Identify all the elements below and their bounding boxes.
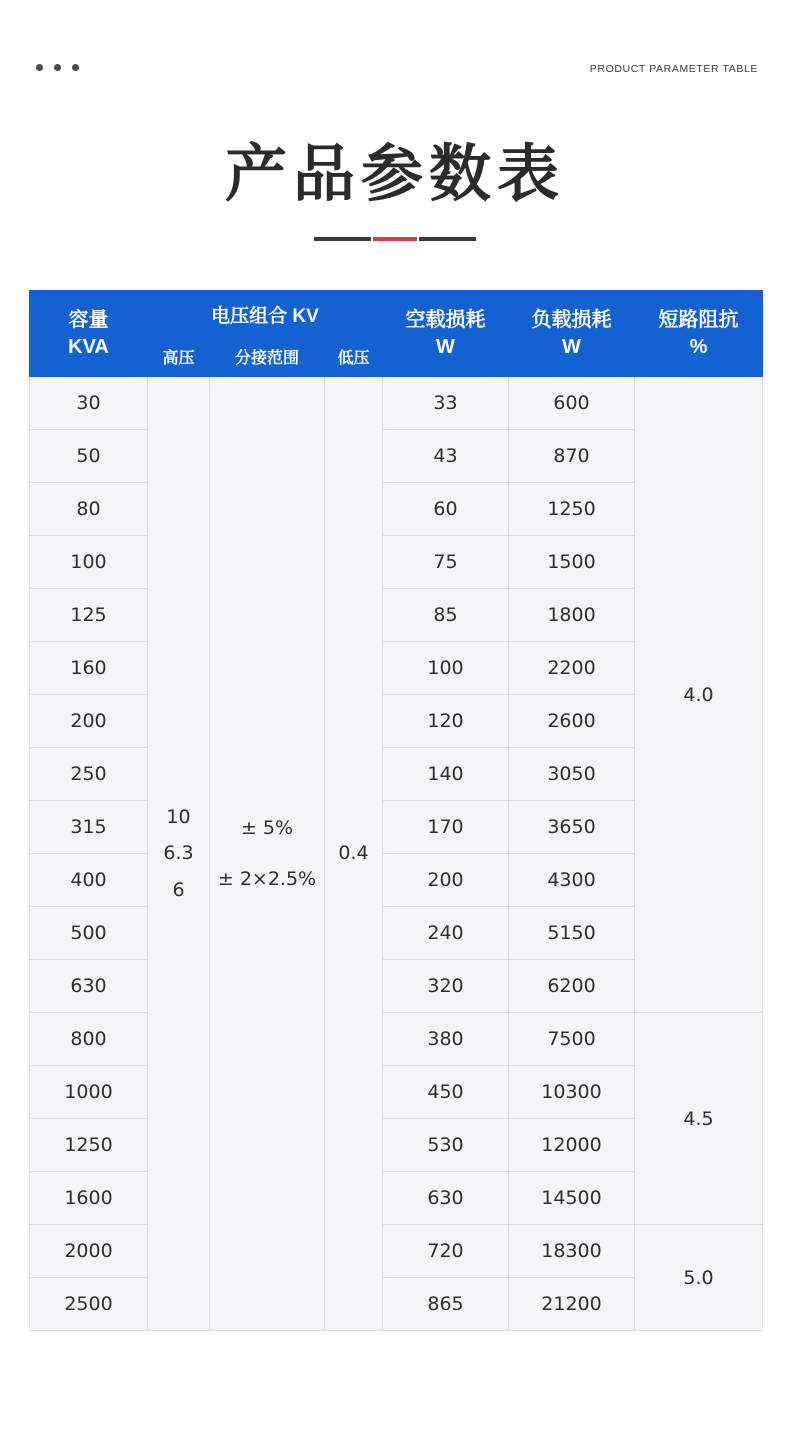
table-body	[30, 377, 763, 1331]
divider-left	[314, 237, 371, 241]
cell-load-loss: 5150	[509, 907, 635, 960]
cell-no-load-loss: 200	[383, 854, 509, 907]
cell-capacity: 400	[30, 854, 148, 907]
header-impedance-line2: %	[689, 335, 708, 358]
cell-capacity: 250	[30, 748, 148, 801]
header-capacity-line1: 容量	[68, 308, 109, 331]
cell-no-load-loss: 380	[383, 1013, 509, 1066]
cell-no-load-loss: 240	[383, 907, 509, 960]
cell-tap-range	[210, 377, 325, 1331]
header-tap-range: 分接范围	[210, 337, 325, 377]
hv-value: 6	[172, 878, 185, 901]
hv-value: 10	[166, 806, 191, 829]
table-row	[30, 1225, 763, 1278]
cell-load-loss: 600	[509, 377, 635, 430]
header-voltage-group: 电压组合 KV	[148, 291, 383, 337]
cell-capacity: 2000	[30, 1225, 148, 1278]
cell-load-loss: 18300	[509, 1225, 635, 1278]
cell-load-loss: 10300	[509, 1066, 635, 1119]
page-title: 产品参数表	[224, 137, 565, 210]
header-load-loss	[509, 291, 635, 377]
cell-capacity: 2500	[30, 1278, 148, 1331]
tap-value: ± 2×2.5%	[217, 867, 317, 890]
cell-capacity: 315	[30, 801, 148, 854]
cell-capacity: 1000	[30, 1066, 148, 1119]
cell-capacity: 100	[30, 536, 148, 589]
cell-load-loss: 12000	[509, 1119, 635, 1172]
dot-2	[54, 64, 61, 71]
cell-no-load-loss: 320	[383, 960, 509, 1013]
cell-capacity: 1600	[30, 1172, 148, 1225]
cell-hv-voltages	[148, 377, 210, 1331]
cell-load-loss: 2200	[509, 642, 635, 695]
title-divider	[0, 236, 790, 242]
cell-no-load-loss: 100	[383, 642, 509, 695]
cell-impedance: 5.0	[635, 1225, 763, 1331]
header-no-load-line1: 空载损耗	[405, 308, 486, 331]
decorative-dots	[36, 64, 79, 71]
cell-no-load-loss: 33	[383, 377, 509, 430]
header-load-line2: W	[562, 335, 581, 358]
parameter-table	[29, 290, 763, 1331]
cell-no-load-loss: 60	[383, 483, 509, 536]
cell-load-loss: 6200	[509, 960, 635, 1013]
cell-load-loss: 1500	[509, 536, 635, 589]
cell-load-loss: 1800	[509, 589, 635, 642]
cell-capacity: 160	[30, 642, 148, 695]
divider-right	[419, 237, 476, 241]
cell-capacity: 200	[30, 695, 148, 748]
cell-no-load-loss: 630	[383, 1172, 509, 1225]
cell-no-load-loss: 43	[383, 430, 509, 483]
hv-value: 6.3	[163, 842, 194, 865]
cell-no-load-loss: 865	[383, 1278, 509, 1331]
cell-impedance: 4.5	[635, 1013, 763, 1225]
header-hv: 高压	[148, 337, 210, 377]
parameter-table-wrapper	[29, 290, 762, 1331]
cell-no-load-loss: 75	[383, 536, 509, 589]
cell-no-load-loss: 530	[383, 1119, 509, 1172]
cell-no-load-loss: 120	[383, 695, 509, 748]
cell-no-load-loss: 720	[383, 1225, 509, 1278]
header-capacity	[30, 291, 148, 377]
header-no-load-line2: W	[436, 335, 455, 358]
eyebrow-label: PRODUCT PARAMETER TABLE	[589, 63, 758, 75]
tap-value: ± 5%	[240, 817, 294, 840]
header-no-load-loss	[383, 291, 509, 377]
cell-load-loss: 14500	[509, 1172, 635, 1225]
cell-load-loss: 3650	[509, 801, 635, 854]
cell-capacity: 630	[30, 960, 148, 1013]
cell-capacity: 1250	[30, 1119, 148, 1172]
cell-load-loss: 21200	[509, 1278, 635, 1331]
cell-no-load-loss: 85	[383, 589, 509, 642]
cell-capacity: 500	[30, 907, 148, 960]
cell-no-load-loss: 140	[383, 748, 509, 801]
table-header-row-1	[30, 291, 763, 337]
cell-load-loss: 3050	[509, 748, 635, 801]
cell-load-loss: 7500	[509, 1013, 635, 1066]
cell-capacity: 125	[30, 589, 148, 642]
cell-load-loss: 1250	[509, 483, 635, 536]
cell-capacity: 30	[30, 377, 148, 430]
table-header	[30, 291, 763, 377]
cell-load-loss: 870	[509, 430, 635, 483]
cell-load-loss: 2600	[509, 695, 635, 748]
dot-3	[72, 64, 79, 71]
header-impedance-line1: 短路阻抗	[658, 308, 739, 331]
cell-load-loss: 4300	[509, 854, 635, 907]
cell-impedance: 4.0	[635, 377, 763, 1013]
table-row	[30, 1013, 763, 1066]
cell-capacity: 800	[30, 1013, 148, 1066]
header-lv: 低压	[325, 337, 383, 377]
cell-lv-voltage: 0.4	[325, 377, 383, 1331]
header-load-line1: 负载损耗	[531, 308, 612, 331]
cell-no-load-loss: 170	[383, 801, 509, 854]
cell-capacity: 50	[30, 430, 148, 483]
cell-capacity: 80	[30, 483, 148, 536]
cell-no-load-loss: 450	[383, 1066, 509, 1119]
table-row	[30, 377, 763, 430]
header-capacity-line2: KVA	[68, 335, 109, 358]
top-bar	[0, 54, 790, 94]
divider-accent	[373, 237, 417, 241]
dot-1	[36, 64, 43, 71]
header-impedance	[635, 291, 763, 377]
